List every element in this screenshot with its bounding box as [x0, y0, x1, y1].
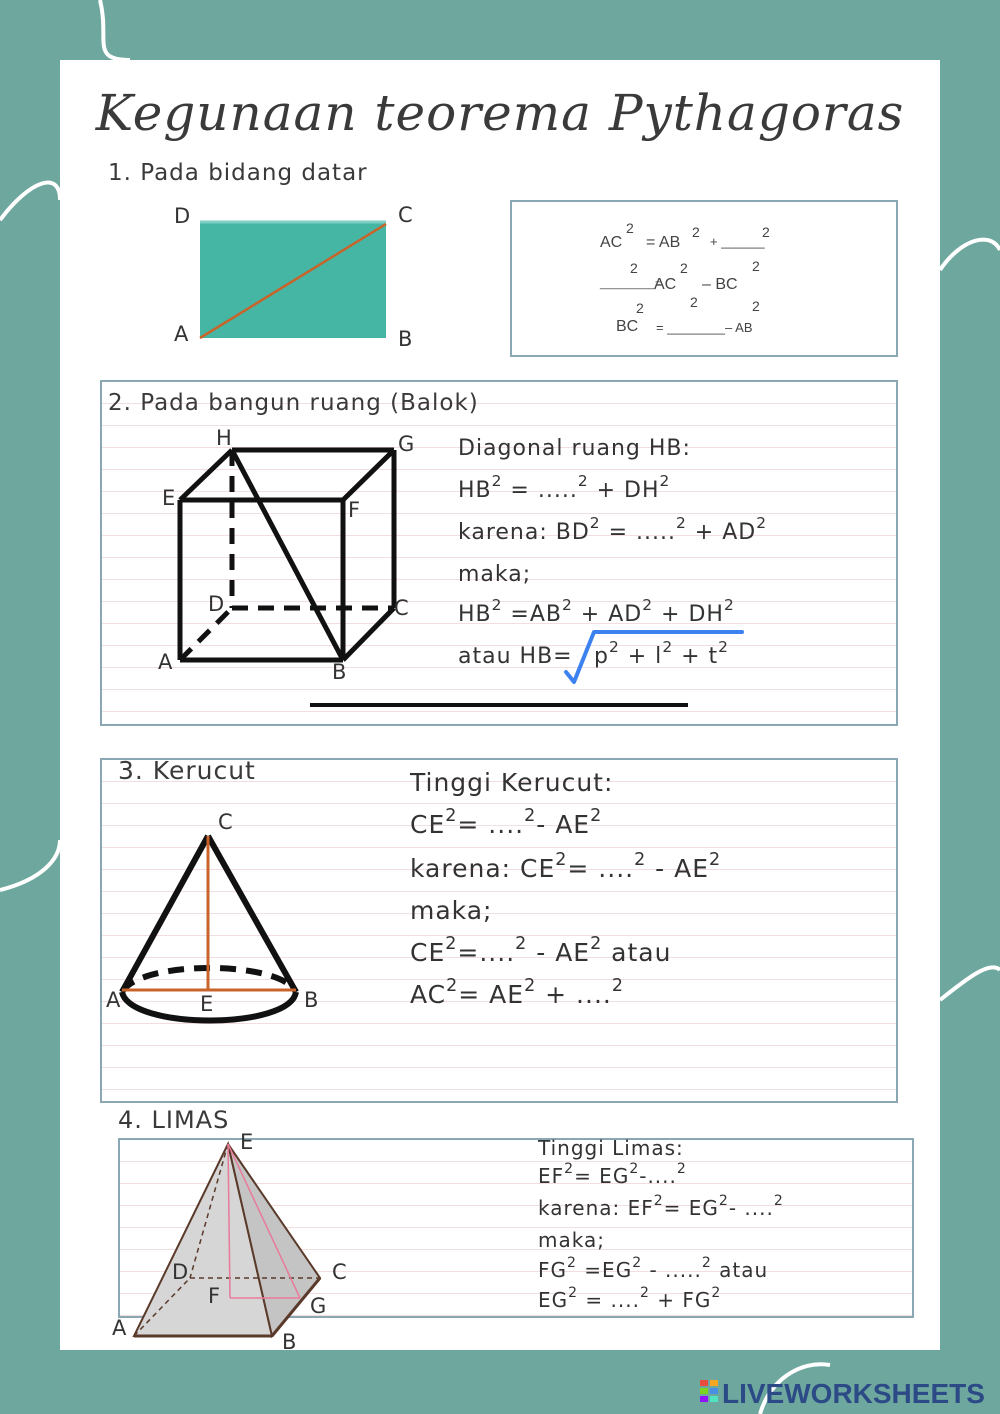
f2-ac: AC — [654, 276, 677, 293]
f1-exp1: 2 — [626, 220, 634, 236]
s3-line5: $CE^2=....^2 - AE^2$ atau — [410, 933, 672, 967]
diagonal-hb — [232, 450, 343, 660]
point-b2: B — [332, 660, 347, 684]
point-e3: E — [200, 992, 214, 1016]
section4-label: 4. LIMAS — [118, 1106, 230, 1134]
section1-label: 1. Pada bidang datar — [108, 160, 368, 186]
point-a2: A — [158, 650, 173, 674]
s2-line2: $HB^2 = .....^2 + DH^2$ — [458, 472, 671, 503]
f3-bc: BC — [616, 318, 639, 335]
f1-ab: = AB — [646, 234, 681, 251]
s3-line1: Tinggi Kerucut: — [410, 768, 614, 797]
point-c4: C — [332, 1260, 347, 1284]
f1-blank[interactable]: + ______ — [710, 234, 765, 249]
section3-label: 3. Kerucut — [118, 756, 256, 785]
divider-line — [310, 703, 688, 707]
s2-line4: maka; — [458, 562, 532, 587]
point-h: H — [216, 426, 232, 450]
point-f: F — [348, 498, 361, 522]
s4-line2: $EF^2= EG^2-....^2$ — [538, 1161, 687, 1188]
f2-exp2: 2 — [680, 260, 688, 276]
point-g4: G — [310, 1294, 327, 1318]
f2-blank[interactable]: _________= — [600, 278, 662, 290]
f2-bc: – BC — [702, 276, 738, 293]
f1-exp3: 2 — [762, 224, 770, 240]
point-f4: F — [208, 1284, 221, 1308]
point-e: E — [162, 486, 176, 510]
formula-box-1 — [510, 200, 898, 357]
point-e4: E — [240, 1130, 254, 1154]
s3-line2: $CE^2= ....^2-$ $AE^2$ — [410, 805, 603, 839]
s2-sqrt-content: $p^2 + l^2 + t^2$ — [594, 638, 729, 669]
s4-line5: $FG^2 =EG^2 - .....^2$ atau — [538, 1255, 769, 1282]
liveworksheets-brand[interactable] — [700, 1378, 985, 1410]
point-c2: C — [394, 596, 409, 620]
s4-line4: maka; — [538, 1228, 605, 1252]
point-b4: B — [282, 1330, 297, 1354]
s2-line5: $HB^2 =AB^2 + AD^2 + DH^2$ — [458, 596, 735, 627]
f2-exp1: 2 — [630, 260, 638, 276]
cuboid-diagram — [150, 430, 420, 680]
rectangle-diagram — [160, 200, 420, 360]
s2-line6-label: atau HB= — [458, 644, 573, 669]
s3-line3: karena: $CE^2= ....^2 - AE^2$ — [410, 849, 722, 883]
s3-line4: maka; — [410, 896, 493, 925]
f1-ac: AC — [600, 234, 623, 251]
point-d: D — [174, 204, 191, 228]
point-b: B — [398, 327, 413, 351]
s4-line1: Tinggi Limas: — [538, 1136, 684, 1160]
point-a4: A — [112, 1316, 127, 1340]
s2-line3: karena: $BD^2 = .....^2 + AD^2$ — [458, 514, 767, 545]
s4-line6: $EG^2 = ....^2 + FG^2$ — [538, 1285, 722, 1312]
point-a3: A — [106, 988, 121, 1012]
point-c: C — [398, 203, 413, 227]
s2-line1: Diagonal ruang HB: — [458, 436, 691, 461]
f3-exp1: 2 — [636, 300, 644, 316]
s4-line3: karena: $EF^2= EG^2-$ ....$^2$ — [538, 1193, 784, 1220]
cone-diagram — [110, 820, 320, 1030]
f1-exp2: 2 — [692, 224, 700, 240]
f3-blank[interactable]: = ________– AB — [656, 320, 753, 335]
page-title: Kegunaan teorema Pythagoras — [95, 84, 905, 142]
f3-exp2: 2 — [690, 294, 698, 310]
f2-exp3: 2 — [752, 258, 760, 274]
liveworksheets-name: LIVEWORKSHEETS — [722, 1378, 985, 1409]
f3-exp3: 2 — [752, 298, 760, 314]
point-d2: D — [208, 592, 225, 616]
point-g: G — [398, 432, 415, 456]
point-b3: B — [304, 988, 319, 1012]
liveworksheets-logo-icon — [700, 1380, 718, 1408]
point-d4: D — [172, 1260, 189, 1284]
point-a: A — [174, 322, 189, 346]
section2-label: 2. Pada bangun ruang (Balok) — [108, 390, 479, 416]
point-c3: C — [218, 810, 233, 834]
s3-line6: $AC^2= AE^2 + ....^2$ — [410, 975, 624, 1009]
